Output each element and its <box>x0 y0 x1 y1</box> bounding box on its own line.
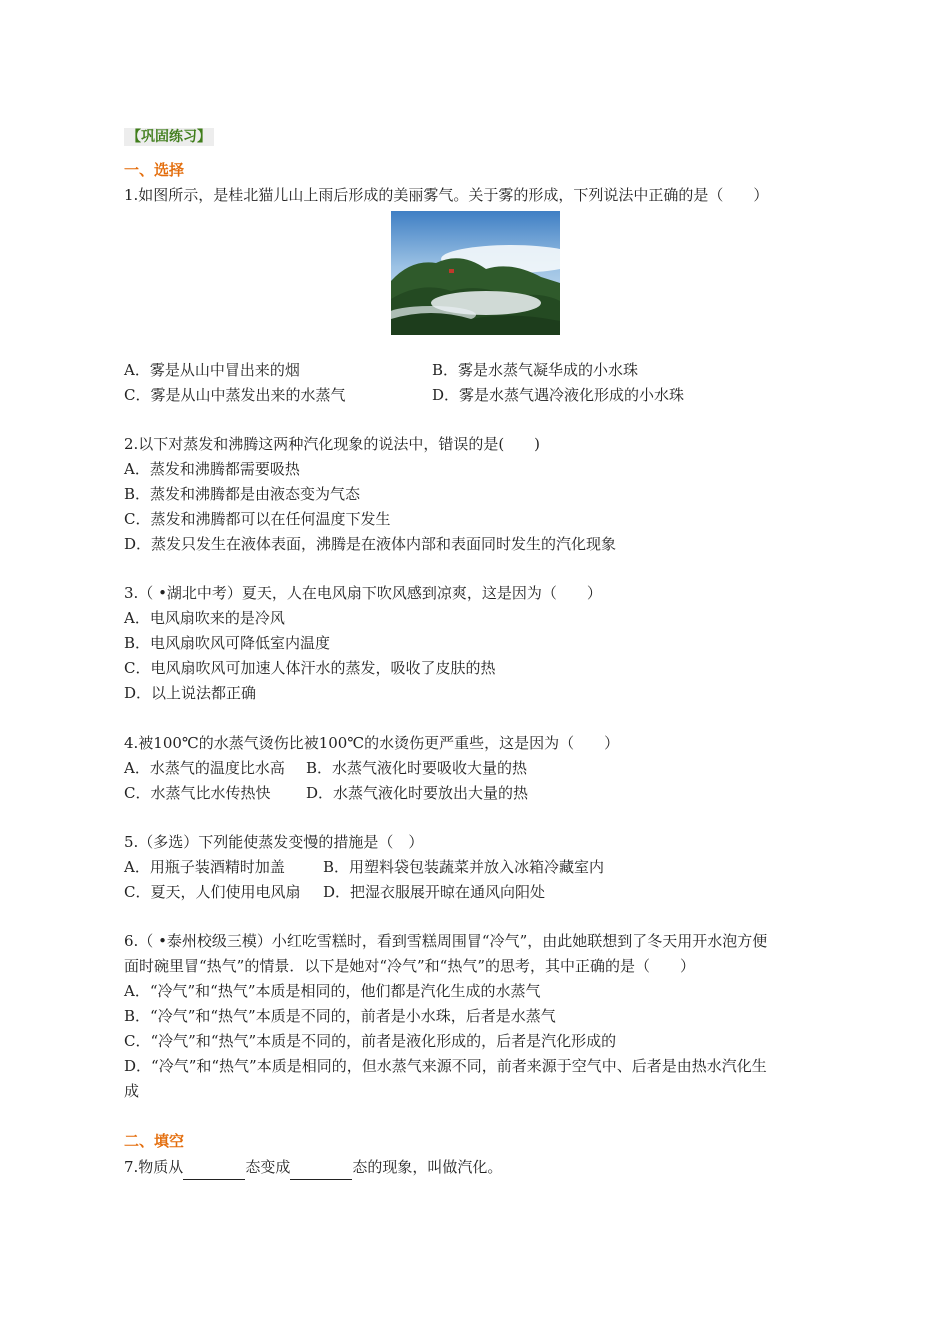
q6-stem-line2: 面时碗里冒“热气”的情景．以下是她对“冷气”和“热气”的思考，其中正确的是（ ） <box>124 957 696 975</box>
q2-option-c: C．蒸发和沸腾都可以在任何温度下发生 <box>124 510 391 528</box>
q7-blank-1 <box>183 1162 245 1180</box>
q1-option-b: B．雾是水蒸气凝华成的小水珠 <box>432 361 639 379</box>
q6-option-d-line1: D．“冷气”和“热气”本质是相同的，但水蒸气来源不同，前者来源于空气中、后者是由热水汽化生 <box>124 1057 767 1075</box>
q5-option-b: B．用塑料袋包装蔬菜并放入冰箱冷藏室内 <box>323 858 605 876</box>
q1-stem: 1.如图所示，是桂北猫儿山上雨后形成的美丽雾气。关于雾的形成，下列说法中正确的是（ ） <box>124 186 769 204</box>
q3-stem: 3.（ •湖北中考）夏天，人在电风扇下吹风感到凉爽，这是因为（ ） <box>124 584 602 602</box>
q3-option-b: B．电风扇吹风可降低室内温度 <box>124 634 331 652</box>
q6-option-a: A．“冷气”和“热气”本质是相同的，他们都是汽化生成的水蒸气 <box>124 982 541 1000</box>
q2-option-b: B．蒸发和沸腾都是由液态变为气态 <box>124 485 361 503</box>
q2-option-d: D．蒸发只发生在液体表面，沸腾是在液体内部和表面同时发生的汽化现象 <box>124 535 617 553</box>
practice-header: 【巩固练习】 <box>124 128 214 146</box>
q4-option-d: D．水蒸气液化时要放出大量的热 <box>306 784 529 802</box>
q6-option-b: B．“冷气”和“热气”本质是不同的，前者是小水珠，后者是水蒸气 <box>124 1007 556 1025</box>
q6-option-c: C．“冷气”和“热气”本质是不同的，前者是液化形成的，后者是汽化形成的 <box>124 1032 617 1050</box>
q7-text-part3: 态的现象，叫做汽化。 <box>352 1158 503 1176</box>
q7-text-part2: 态变成 <box>245 1158 291 1176</box>
q5-option-d: D．把湿衣服展开晾在通风向阳处 <box>323 883 546 901</box>
q2-option-a: A．蒸发和沸腾都需要吸热 <box>124 460 300 478</box>
q6-stem-line1: 6.（ •泰州校级三模）小红吃雪糕时，看到雪糕周围冒“冷气”，由此她联想到了冬天用开水泡方便 <box>124 932 768 950</box>
q4-option-b: B．水蒸气液化时要吸收大量的热 <box>306 759 528 777</box>
q1-option-d: D．雾是水蒸气遇冷液化形成的小水珠 <box>432 386 685 404</box>
q5-option-c: C．夏天，人们使用电风扇 <box>124 883 301 901</box>
q5-stem: 5.（多选）下列能使蒸发变慢的措施是（ ） <box>124 833 424 851</box>
q7-blank-2 <box>290 1162 352 1180</box>
q7-stem <box>124 1155 502 1180</box>
q4-option-c: C．水蒸气比水传热快 <box>124 784 271 802</box>
q3-option-d: D．以上说法都正确 <box>124 684 257 702</box>
q3-option-a: A．电风扇吹来的是冷风 <box>124 609 285 627</box>
section-fill-title: 二、填空 <box>124 1132 185 1150</box>
q4-stem: 4.被100℃的水蒸气烫伤比被100℃的水烫伤更严重些，这是因为（ ） <box>124 734 620 752</box>
q1-option-a: A．雾是从山中冒出来的烟 <box>124 361 300 379</box>
q7-text-part1: 7.物质从 <box>124 1158 184 1176</box>
q6-option-d-line2: 成 <box>124 1082 140 1100</box>
q5-option-a: A．用瓶子装酒精时加盖 <box>124 858 285 876</box>
q2-stem: 2.以下对蒸发和沸腾这两种汽化现象的说法中，错误的是( ) <box>124 435 541 453</box>
section-choice-title: 一、选择 <box>124 161 185 179</box>
q1-option-c: C．雾是从山中蒸发出来的水蒸气 <box>124 386 346 404</box>
fog-mountain-image <box>391 211 560 335</box>
q3-option-c: C．电风扇吹风可加速人体汗水的蒸发，吸收了皮肤的热 <box>124 659 496 677</box>
q4-option-a: A．水蒸气的温度比水高 <box>124 759 285 777</box>
